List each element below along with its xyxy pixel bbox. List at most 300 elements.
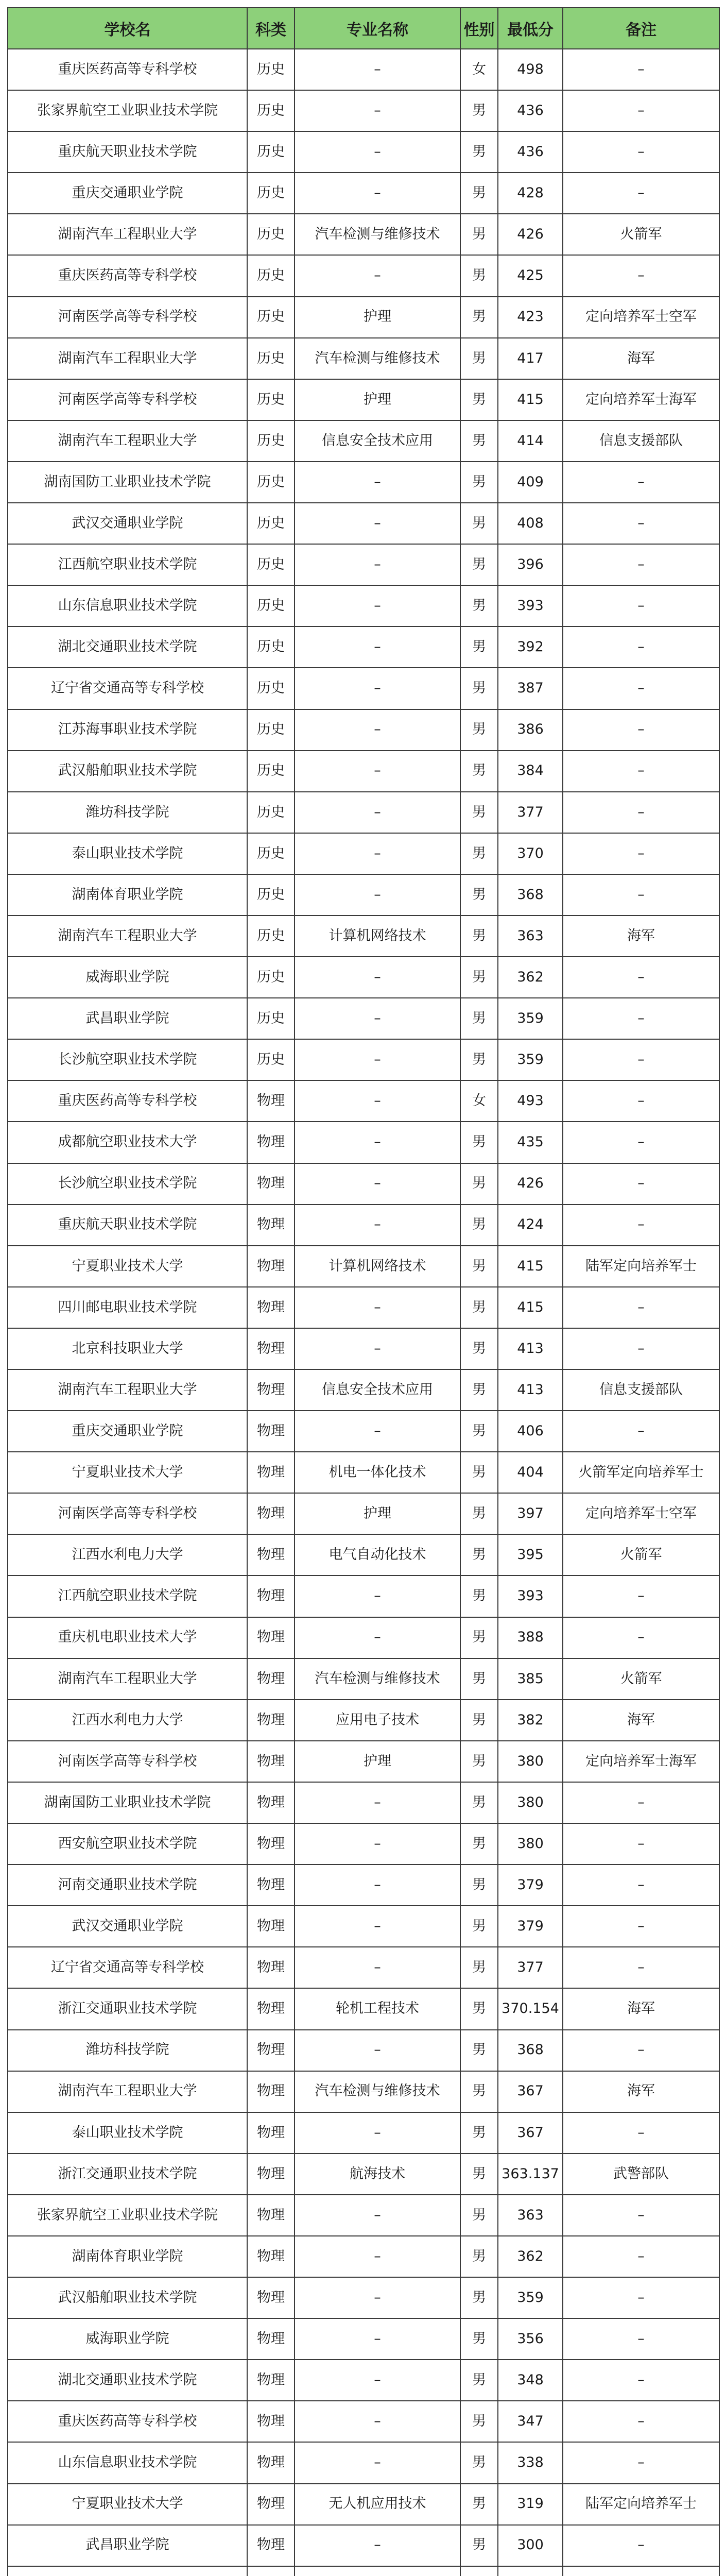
major-cell: – bbox=[295, 544, 460, 585]
min-score-cell: 356 bbox=[498, 2318, 563, 2360]
sex-cell: 男 bbox=[460, 1246, 498, 1287]
school-cell: 重庆机电职业技术大学 bbox=[8, 1617, 247, 1658]
min-score-cell: 319 bbox=[498, 2484, 563, 2525]
min-score-cell: 435 bbox=[498, 1122, 563, 1163]
table-row bbox=[8, 1865, 719, 1906]
sex-cell: 男 bbox=[460, 1328, 498, 1369]
category-cell: 物理 bbox=[247, 1658, 295, 1700]
note-cell: – bbox=[563, 1575, 719, 1617]
major-cell: – bbox=[295, 874, 460, 916]
category-cell: 历史 bbox=[247, 709, 295, 751]
table-row bbox=[8, 49, 719, 90]
note-cell: 信息支援部队 bbox=[563, 420, 719, 462]
school-cell: 重庆交通职业学院 bbox=[8, 173, 247, 214]
table-row bbox=[8, 668, 719, 709]
table-row bbox=[8, 916, 719, 957]
table-row bbox=[8, 2277, 719, 2318]
category-cell: 物理 bbox=[247, 1575, 295, 1617]
major-cell: – bbox=[295, 2318, 460, 2360]
sex-cell: 男 bbox=[460, 2442, 498, 2483]
sex-cell: 男 bbox=[460, 1411, 498, 1452]
min-score-cell: 368 bbox=[498, 2030, 563, 2071]
table-row bbox=[8, 544, 719, 585]
school-cell: 湖南汽车工程职业大学 bbox=[8, 214, 247, 255]
sex-cell: 男 bbox=[460, 1493, 498, 1534]
sex-cell: 男 bbox=[460, 1205, 498, 1246]
school-cell: 武昌职业学院 bbox=[8, 998, 247, 1039]
category-cell: 历史 bbox=[247, 379, 295, 420]
note-cell: – bbox=[563, 1080, 719, 1122]
category-cell: 历史 bbox=[247, 131, 295, 173]
min-score-cell: 359 bbox=[498, 1039, 563, 1080]
major-cell: 轮机工程技术 bbox=[295, 1988, 460, 2029]
major-cell: – bbox=[295, 2112, 460, 2154]
note-cell: – bbox=[563, 1823, 719, 1865]
school-cell: 威海职业学院 bbox=[8, 2318, 247, 2360]
note-cell: – bbox=[563, 1782, 719, 1823]
category-cell: 物理 bbox=[247, 1700, 295, 1741]
major-cell: 护理 bbox=[295, 1741, 460, 1782]
major-cell: – bbox=[295, 2195, 460, 2236]
table-row bbox=[8, 1617, 719, 1658]
category-cell: 历史 bbox=[247, 874, 295, 916]
note-cell: – bbox=[563, 2236, 719, 2277]
min-score-cell: 368 bbox=[498, 874, 563, 916]
sex-cell: 男 bbox=[460, 1741, 498, 1782]
note-cell: – bbox=[563, 833, 719, 874]
header-major: 专业名称 bbox=[295, 8, 460, 49]
school-cell: 江苏海事职业技术学院 bbox=[8, 709, 247, 751]
table-row bbox=[8, 1700, 719, 1741]
school-cell: 河南交通职业技术学院 bbox=[8, 1865, 247, 1906]
min-score-cell: 367 bbox=[498, 2112, 563, 2154]
category-cell: 历史 bbox=[247, 957, 295, 998]
min-score-cell: 377 bbox=[498, 1947, 563, 1988]
major-cell: – bbox=[295, 1287, 460, 1328]
note-cell: 海军 bbox=[563, 916, 719, 957]
major-cell: – bbox=[295, 1782, 460, 1823]
category-cell: 物理 bbox=[247, 1782, 295, 1823]
category-cell: 物理 bbox=[247, 1452, 295, 1493]
major-cell: 信息安全技术应用 bbox=[295, 420, 460, 462]
school-cell: 河南医学高等专科学校 bbox=[8, 379, 247, 420]
table-row bbox=[8, 1122, 719, 1163]
school-cell: 湖南国防工业职业技术学院 bbox=[8, 1782, 247, 1823]
sex-cell: 男 bbox=[460, 874, 498, 916]
sex-cell: 男 bbox=[460, 2484, 498, 2525]
sex-cell: 男 bbox=[460, 2318, 498, 2360]
category-cell: 物理 bbox=[247, 1906, 295, 1947]
sex-cell: 男 bbox=[460, 2154, 498, 2195]
school-cell: 张家界航空工业职业技术学院 bbox=[8, 2195, 247, 2236]
school-cell: 重庆医药高等专科学校 bbox=[8, 255, 247, 296]
school-cell: 湖南汽车工程职业大学 bbox=[8, 338, 247, 379]
category-cell: 历史 bbox=[247, 668, 295, 709]
note-cell: – bbox=[563, 585, 719, 626]
school-cell: 山东信息职业技术学院 bbox=[8, 585, 247, 626]
category-cell: 历史 bbox=[247, 998, 295, 1039]
note-cell: – bbox=[563, 709, 719, 751]
note-cell: – bbox=[563, 1947, 719, 1988]
sex-cell: 男 bbox=[460, 585, 498, 626]
note-cell: – bbox=[563, 792, 719, 833]
category-cell: 历史 bbox=[247, 297, 295, 338]
category-cell: 历史 bbox=[247, 462, 295, 503]
table-row bbox=[8, 1493, 719, 1534]
note-cell bbox=[563, 2566, 719, 2576]
sex-cell: 男 bbox=[460, 2195, 498, 2236]
min-score-cell: 392 bbox=[498, 626, 563, 668]
school-cell: 湖南体育职业学院 bbox=[8, 2236, 247, 2277]
admission-table-container bbox=[7, 7, 719, 2576]
major-cell: – bbox=[295, 668, 460, 709]
category-cell: 历史 bbox=[247, 338, 295, 379]
table-row bbox=[8, 957, 719, 998]
category-cell: 物理 bbox=[247, 2154, 295, 2195]
category-cell: 历史 bbox=[247, 420, 295, 462]
table-row bbox=[8, 1246, 719, 1287]
major-cell: – bbox=[295, 1122, 460, 1163]
sex-cell: 男 bbox=[460, 1865, 498, 1906]
min-score-cell: 413 bbox=[498, 1328, 563, 1369]
table-row bbox=[8, 1906, 719, 1947]
school-cell: 重庆医药高等专科学校 bbox=[8, 2401, 247, 2442]
note-cell: 海军 bbox=[563, 1988, 719, 2029]
note-cell: – bbox=[563, 1865, 719, 1906]
note-cell: – bbox=[563, 1617, 719, 1658]
school-cell: 重庆航天职业技术学院 bbox=[8, 131, 247, 173]
min-score-cell: 415 bbox=[498, 1246, 563, 1287]
note-cell: – bbox=[563, 2401, 719, 2442]
note-cell: – bbox=[563, 2112, 719, 2154]
min-score-cell: 415 bbox=[498, 1287, 563, 1328]
category-cell: 物理 bbox=[247, 2318, 295, 2360]
table-row bbox=[8, 379, 719, 420]
school-cell: 西安航空职业技术学院 bbox=[8, 1823, 247, 1865]
table-row bbox=[8, 792, 719, 833]
school-cell: 浙江交通职业技术学院 bbox=[8, 2154, 247, 2195]
table-row bbox=[8, 214, 719, 255]
major-cell: – bbox=[295, 462, 460, 503]
min-score-cell: 386 bbox=[498, 709, 563, 751]
school-cell: 长沙航空职业技术学院 bbox=[8, 1163, 247, 1205]
sex-cell: 男 bbox=[460, 1287, 498, 1328]
school-cell: 潍坊科技学院 bbox=[8, 792, 247, 833]
major-cell: – bbox=[295, 1947, 460, 1988]
sex-cell: 女 bbox=[460, 49, 498, 90]
note-cell: – bbox=[563, 1328, 719, 1369]
note-cell: 陆军定向培养军士 bbox=[563, 1246, 719, 1287]
table-row bbox=[8, 1741, 719, 1782]
major-cell: – bbox=[295, 1411, 460, 1452]
major-cell: – bbox=[295, 1163, 460, 1205]
category-cell: 物理 bbox=[247, 1534, 295, 1575]
sex-cell: 男 bbox=[460, 2277, 498, 2318]
category-cell: 历史 bbox=[247, 49, 295, 90]
note-cell: – bbox=[563, 2195, 719, 2236]
table-row bbox=[8, 2195, 719, 2236]
table-row bbox=[8, 585, 719, 626]
school-cell: 武昌职业学院 bbox=[8, 2525, 247, 2566]
note-cell: – bbox=[563, 998, 719, 1039]
major-cell: – bbox=[295, 90, 460, 131]
min-score-cell: 395 bbox=[498, 1534, 563, 1575]
min-score-cell: 367 bbox=[498, 2071, 563, 2112]
table-row bbox=[8, 1369, 719, 1411]
note-cell: – bbox=[563, 751, 719, 792]
min-score-cell: 408 bbox=[498, 503, 563, 544]
table-row bbox=[8, 1163, 719, 1205]
category-cell: 物理 bbox=[247, 1163, 295, 1205]
school-cell: 湖南体育职业学院 bbox=[8, 874, 247, 916]
min-score-cell: 409 bbox=[498, 462, 563, 503]
school-cell: 泰山职业技术学院 bbox=[8, 2112, 247, 2154]
category-cell: 物理 bbox=[247, 2195, 295, 2236]
major-cell: 无人机应用技术 bbox=[295, 2484, 460, 2525]
header-school: 学校名 bbox=[8, 8, 247, 49]
table-row bbox=[8, 255, 719, 296]
table-row bbox=[8, 2401, 719, 2442]
table-row bbox=[8, 462, 719, 503]
note-cell: – bbox=[563, 1039, 719, 1080]
category-cell: 物理 bbox=[247, 2277, 295, 2318]
sex-cell: 男 bbox=[460, 833, 498, 874]
major-cell: – bbox=[295, 709, 460, 751]
table-row bbox=[8, 1287, 719, 1328]
sex-cell bbox=[460, 2566, 498, 2576]
category-cell: 历史 bbox=[247, 916, 295, 957]
table-row bbox=[8, 1988, 719, 2029]
category-cell: 物理 bbox=[247, 1741, 295, 1782]
sex-cell: 男 bbox=[460, 1369, 498, 1411]
min-score-cell: 370.154 bbox=[498, 1988, 563, 2029]
sex-cell: 男 bbox=[460, 1782, 498, 1823]
min-score-cell: 436 bbox=[498, 90, 563, 131]
category-cell: 物理 bbox=[247, 1947, 295, 1988]
note-cell: – bbox=[563, 874, 719, 916]
category-cell: 物理 bbox=[247, 1493, 295, 1534]
min-score-cell: 384 bbox=[498, 751, 563, 792]
school-cell: 湖南汽车工程职业大学 bbox=[8, 2071, 247, 2112]
note-cell: 定向培养军士海军 bbox=[563, 379, 719, 420]
table-row bbox=[8, 503, 719, 544]
category-cell: 物理 bbox=[247, 2525, 295, 2566]
sex-cell: 男 bbox=[460, 1700, 498, 1741]
category-cell: 物理 bbox=[247, 1122, 295, 1163]
category-cell: 物理 bbox=[247, 2030, 295, 2071]
school-cell: 武汉船舶职业技术学院 bbox=[8, 2277, 247, 2318]
major-cell: 护理 bbox=[295, 1493, 460, 1534]
note-cell: – bbox=[563, 49, 719, 90]
sex-cell: 男 bbox=[460, 792, 498, 833]
note-cell: – bbox=[563, 90, 719, 131]
table-row bbox=[8, 1080, 719, 1122]
sex-cell: 男 bbox=[460, 1988, 498, 2029]
min-score-cell: 377 bbox=[498, 792, 563, 833]
category-cell: 历史 bbox=[247, 214, 295, 255]
school-cell: 长沙航空职业技术学院 bbox=[8, 1039, 247, 1080]
school-cell bbox=[8, 2566, 247, 2576]
min-score-cell: 423 bbox=[498, 297, 563, 338]
table-row bbox=[8, 1039, 719, 1080]
table-row bbox=[8, 2360, 719, 2401]
note-cell: 海军 bbox=[563, 1700, 719, 1741]
school-cell: 张家界航空工业职业技术学院 bbox=[8, 90, 247, 131]
major-cell: – bbox=[295, 2442, 460, 2483]
table-row bbox=[8, 2071, 719, 2112]
sex-cell: 男 bbox=[460, 2360, 498, 2401]
sex-cell: 男 bbox=[460, 751, 498, 792]
table-row bbox=[8, 420, 719, 462]
category-cell: 历史 bbox=[247, 585, 295, 626]
major-cell: – bbox=[295, 2030, 460, 2071]
major-cell: 信息安全技术应用 bbox=[295, 1369, 460, 1411]
sex-cell: 男 bbox=[460, 214, 498, 255]
min-score-cell: 379 bbox=[498, 1865, 563, 1906]
school-cell: 潍坊科技学院 bbox=[8, 2030, 247, 2071]
category-cell: 物理 bbox=[247, 1080, 295, 1122]
min-score-cell: 359 bbox=[498, 2277, 563, 2318]
major-cell: 计算机网络技术 bbox=[295, 916, 460, 957]
min-score-cell: 424 bbox=[498, 1205, 563, 1246]
category-cell: 物理 bbox=[247, 2112, 295, 2154]
major-cell: – bbox=[295, 1865, 460, 1906]
table-row bbox=[8, 2484, 719, 2525]
min-score-cell: 300 bbox=[498, 2525, 563, 2566]
min-score-cell: 362 bbox=[498, 957, 563, 998]
table-row bbox=[8, 1534, 719, 1575]
major-cell: 航海技术 bbox=[295, 2154, 460, 2195]
table-row bbox=[8, 2154, 719, 2195]
note-cell: 武警部队 bbox=[563, 2154, 719, 2195]
table-row bbox=[8, 626, 719, 668]
min-score-cell: 385 bbox=[498, 1658, 563, 1700]
sex-cell: 男 bbox=[460, 297, 498, 338]
min-score-cell: 436 bbox=[498, 131, 563, 173]
note-cell: 火箭军 bbox=[563, 214, 719, 255]
category-cell: 历史 bbox=[247, 751, 295, 792]
category-cell: 历史 bbox=[247, 833, 295, 874]
note-cell: – bbox=[563, 131, 719, 173]
category-cell: 物理 bbox=[247, 2360, 295, 2401]
category-cell: 物理 bbox=[247, 1865, 295, 1906]
table-header-row bbox=[8, 8, 719, 49]
min-score-cell: 396 bbox=[498, 544, 563, 585]
major-cell: 汽车检测与维修技术 bbox=[295, 214, 460, 255]
min-score-cell: 415 bbox=[498, 379, 563, 420]
category-cell: 历史 bbox=[247, 503, 295, 544]
note-cell: – bbox=[563, 1411, 719, 1452]
major-cell bbox=[295, 2566, 460, 2576]
sex-cell: 男 bbox=[460, 916, 498, 957]
note-cell: 定向培养军士空军 bbox=[563, 1493, 719, 1534]
min-score-cell: 425 bbox=[498, 255, 563, 296]
min-score-cell: 348 bbox=[498, 2360, 563, 2401]
sex-cell: 男 bbox=[460, 503, 498, 544]
major-cell: 机电一体化技术 bbox=[295, 1452, 460, 1493]
school-cell: 江西航空职业技术学院 bbox=[8, 1575, 247, 1617]
major-cell: – bbox=[295, 1205, 460, 1246]
note-cell: 信息支援部队 bbox=[563, 1369, 719, 1411]
note-cell: 海军 bbox=[563, 338, 719, 379]
school-cell: 河南医学高等专科学校 bbox=[8, 1741, 247, 1782]
min-score-cell: 388 bbox=[498, 1617, 563, 1658]
min-score-cell: 393 bbox=[498, 1575, 563, 1617]
major-cell: 护理 bbox=[295, 379, 460, 420]
min-score-cell: 363 bbox=[498, 916, 563, 957]
category-cell: 物理 bbox=[247, 2401, 295, 2442]
note-cell: – bbox=[563, 2318, 719, 2360]
min-score-cell: 370 bbox=[498, 833, 563, 874]
note-cell: 火箭军 bbox=[563, 1658, 719, 1700]
sex-cell: 男 bbox=[460, 957, 498, 998]
note-cell: – bbox=[563, 503, 719, 544]
sex-cell: 男 bbox=[460, 338, 498, 379]
note-cell: – bbox=[563, 173, 719, 214]
category-cell: 物理 bbox=[247, 1246, 295, 1287]
major-cell: – bbox=[295, 2525, 460, 2566]
note-cell: – bbox=[563, 544, 719, 585]
table-row bbox=[8, 751, 719, 792]
category-cell: 历史 bbox=[247, 173, 295, 214]
sex-cell: 男 bbox=[460, 2401, 498, 2442]
sex-cell: 男 bbox=[460, 420, 498, 462]
table-row bbox=[8, 338, 719, 379]
sex-cell: 男 bbox=[460, 709, 498, 751]
note-cell: – bbox=[563, 1906, 719, 1947]
min-score-cell: 380 bbox=[498, 1823, 563, 1865]
sex-cell: 男 bbox=[460, 1039, 498, 1080]
min-score-cell: 428 bbox=[498, 173, 563, 214]
school-cell: 泰山职业技术学院 bbox=[8, 833, 247, 874]
school-cell: 山东信息职业技术学院 bbox=[8, 2442, 247, 2483]
major-cell: 计算机网络技术 bbox=[295, 1246, 460, 1287]
table-row bbox=[8, 833, 719, 874]
table-row bbox=[8, 2566, 719, 2576]
sex-cell: 男 bbox=[460, 379, 498, 420]
school-cell: 重庆医药高等专科学校 bbox=[8, 1080, 247, 1122]
sex-cell: 女 bbox=[460, 1080, 498, 1122]
table-row bbox=[8, 1782, 719, 1823]
sex-cell: 男 bbox=[460, 2030, 498, 2071]
major-cell: – bbox=[295, 1575, 460, 1617]
table-row bbox=[8, 1947, 719, 1988]
category-cell: 物理 bbox=[247, 1617, 295, 1658]
major-cell: 护理 bbox=[295, 297, 460, 338]
min-score-cell: 426 bbox=[498, 1163, 563, 1205]
major-cell: – bbox=[295, 998, 460, 1039]
table-row bbox=[8, 2030, 719, 2071]
note-cell: – bbox=[563, 2030, 719, 2071]
major-cell: – bbox=[295, 1039, 460, 1080]
major-cell: 应用电子技术 bbox=[295, 1700, 460, 1741]
category-cell: 物理 bbox=[247, 1988, 295, 2029]
table-row bbox=[8, 173, 719, 214]
major-cell: – bbox=[295, 585, 460, 626]
category-cell: 物理 bbox=[247, 1411, 295, 1452]
min-score-cell: 379 bbox=[498, 1906, 563, 1947]
category-cell: 历史 bbox=[247, 626, 295, 668]
sex-cell: 男 bbox=[460, 626, 498, 668]
sex-cell: 男 bbox=[460, 2236, 498, 2277]
school-cell: 江西水利电力大学 bbox=[8, 1700, 247, 1741]
major-cell: 汽车检测与维修技术 bbox=[295, 2071, 460, 2112]
min-score-cell: 414 bbox=[498, 420, 563, 462]
major-cell: – bbox=[295, 2236, 460, 2277]
table-row bbox=[8, 1823, 719, 1865]
category-cell: 物理 bbox=[247, 2484, 295, 2525]
sex-cell: 男 bbox=[460, 462, 498, 503]
